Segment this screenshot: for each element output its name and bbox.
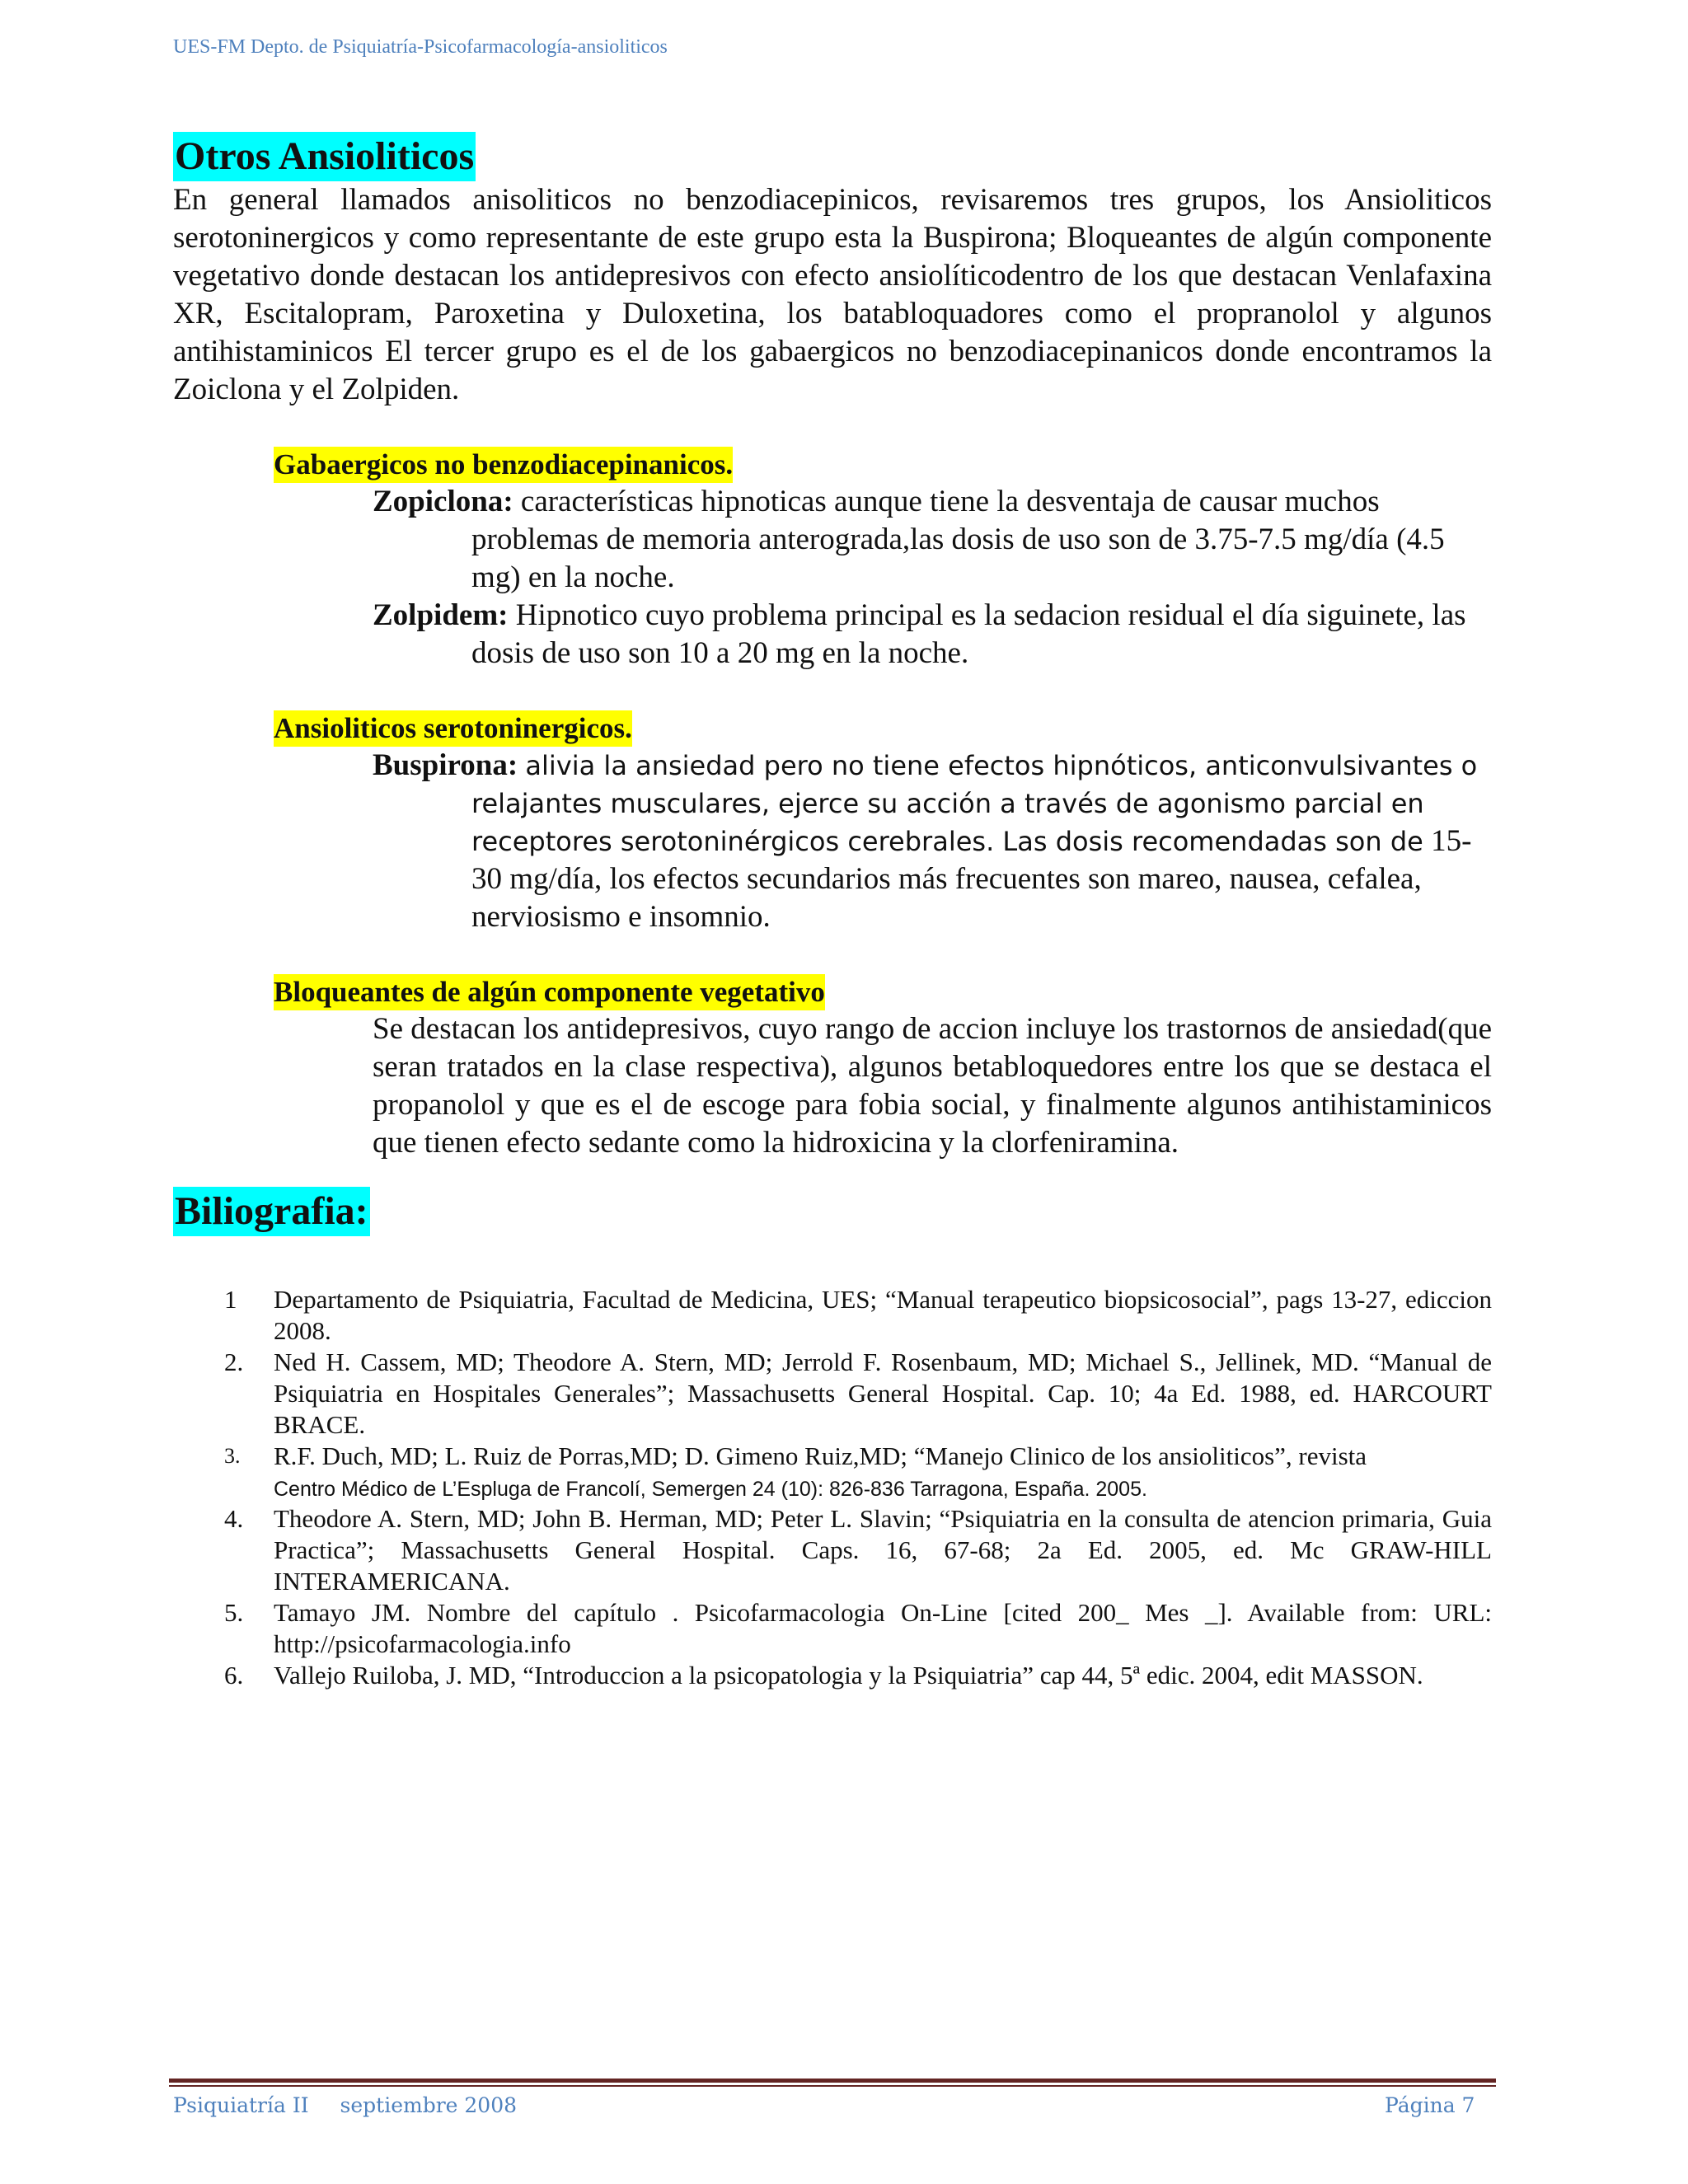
- footer-date: septiembre 2008: [340, 2093, 518, 2117]
- footer-left: [173, 2093, 542, 2117]
- reference-text: Ned H. Cassem, MD; Theodore A. Stern, MD; Jerrold F. Rosenbaum, MD; Michael S., Jellinek, MD. “Manual de Psiquiatria en Hospitales Generales”; Massachusetts General Hospital. Cap. 10; 4a Ed. 1988, ed. HARCOURT BRACE.: [274, 1347, 1492, 1439]
- reference-text: Vallejo Ruiloba, J. MD, “Introduccion a la psicopatologia y la Psiquiatria” cap 44, 5ª edic. 2004, edit MASSON.: [274, 1661, 1423, 1690]
- footer-page-number: Página 7: [1385, 2093, 1475, 2117]
- reference-item: [173, 1441, 1492, 1503]
- reference-text: Theodore A. Stern, MD; John B. Herman, MD; Peter L. Slavin; “Psiquiatria en la consulta de atencion primaria, Guia Practica”; Massachusetts General Hospital. Caps. 16, 67-68; 2a Ed. 2005, ed. Mc GRAW-HILL INTERAMERICANA.: [274, 1504, 1492, 1596]
- term-zopiclona: Zopiclona:: [373, 485, 513, 518]
- term-buspirona: Buspirona:: [373, 748, 518, 782]
- reference-item: [173, 1284, 1492, 1347]
- bibliography-section: [173, 1187, 1492, 1691]
- subsection-title-serotoninergicos: Ansioliticos serotoninergicos.: [274, 710, 632, 747]
- subsection-title-bloqueantes: Bloqueantes de algún componente vegetativo: [274, 974, 825, 1010]
- footer-course: Psiquiatría II: [173, 2093, 309, 2117]
- text-zolpidem: Hipnotico cuyo problema principal es la sedacion residual el día siguinete, las dosis de uso son 10 a 20 mg en la noche.: [471, 598, 1466, 670]
- text-bloqueantes: Se destacan los antidepresivos, cuyo rango de accion incluye los trastornos de ansiedad(que seran tratados en la clase respectiva), algunos betabloquedores entre los que se destaca el propanolol y que es el de escoge para fobia social, y finalmente algunos antihistaminicos que tienen efecto sedante como la hidroxicina y la clorfeniramina.: [373, 1012, 1492, 1160]
- text-buspirona-part1: alivia la ansiedad pero no tiene efectos hipnóticos, anticonvulsivantes o relajantes musculares, ejerce su acción a través de agonismo parcial en receptores serotoninérgicos cerebrales. Las dosis recomendadas son de: [471, 750, 1478, 857]
- section-title-bibliografia: Biliografia:: [173, 1187, 370, 1236]
- reference-number: 1: [224, 1285, 237, 1314]
- reference-item: [173, 1660, 1492, 1691]
- reference-item: [173, 1597, 1492, 1660]
- subsection-title-gabaergicos: Gabaergicos no benzodiacepinanicos.: [274, 447, 733, 483]
- reference-number: 4.: [224, 1504, 244, 1533]
- reference-text: R.F. Duch, MD; L. Ruiz de Porras,MD; D. Gimeno Ruiz,MD; “Manejo Clinico de los ansioliticos”, revista: [274, 1441, 1367, 1470]
- subsection-gabaergicos: [274, 447, 1492, 673]
- reference-number: 5.: [224, 1598, 244, 1627]
- reference-number: 2.: [224, 1347, 244, 1376]
- footer-divider: [169, 2079, 1496, 2083]
- reference-text-continued: Centro Médico de L’Espluga de Francolí, Semergen 24 (10): 826-836 Tarragona, España. 2005.: [274, 1478, 1147, 1501]
- subsection-bloqueantes: [274, 974, 1492, 1162]
- reference-number: 6.: [224, 1661, 244, 1690]
- reference-item: [173, 1347, 1492, 1441]
- entry-buspirona: [373, 747, 1492, 936]
- page-header: UES-FM Depto. de Psiquiatría-Psicofarmacología-ansioliticos: [173, 36, 668, 58]
- intro-paragraph: En general llamados anisoliticos no benzodiacepinicos, revisaremos tres grupos, los Ansioliticos serotoninergicos y como representante de este grupo esta la Buspirona; Bloqueantes de algún componente vegetativo donde destacan los antidepresivos con efecto ansiolíticodentro de los que destacan Venlafaxina XR, Escitalopram, Paroxetina y Duloxetina, los batabloquadores como el propranolol y algunos antihistaminicos El tercer grupo es el de los gabaergicos no benzodiacepinanicos donde encontramos la Zoiclona y el Zolpiden.: [173, 183, 1492, 406]
- footer-divider-thin: [169, 2085, 1496, 2087]
- entry-zolpidem: [373, 597, 1492, 673]
- subsection-serotoninergicos: [274, 710, 1492, 936]
- text-zopiclona: características hipnoticas aunque tiene la desventaja de causar muchos problemas de memoria anterograda,las dosis de uso son de 3.75-7.5 mg/día (4.5 mg) en la noche.: [471, 485, 1445, 594]
- reference-number: 3.: [224, 1444, 241, 1468]
- reference-list: [173, 1284, 1492, 1691]
- text-buspirona-part2: 15-30 mg/día, los efectos secundarios más frecuentes son mareo, nausea, cefalea, nerviosismo e insomnio.: [471, 824, 1472, 934]
- term-zolpidem: Zolpidem:: [373, 598, 509, 632]
- reference-item: [173, 1503, 1492, 1597]
- reference-text: Departamento de Psiquiatria, Facultad de Medicina, UES; “Manual terapeutico biopsicosocial”, pags 13-27, ediccion 2008.: [274, 1285, 1492, 1345]
- section-title-otros-ansioliticos: Otros Ansioliticos: [173, 132, 476, 181]
- reference-text: Tamayo JM. Nombre del capítulo . Psicofarmacologia On-Line [cited 200_ Mes _]. Available from: URL: http://psicofarmacologia.info: [274, 1598, 1492, 1658]
- entry-zopiclona: [373, 483, 1492, 597]
- page-content: [173, 132, 1492, 1691]
